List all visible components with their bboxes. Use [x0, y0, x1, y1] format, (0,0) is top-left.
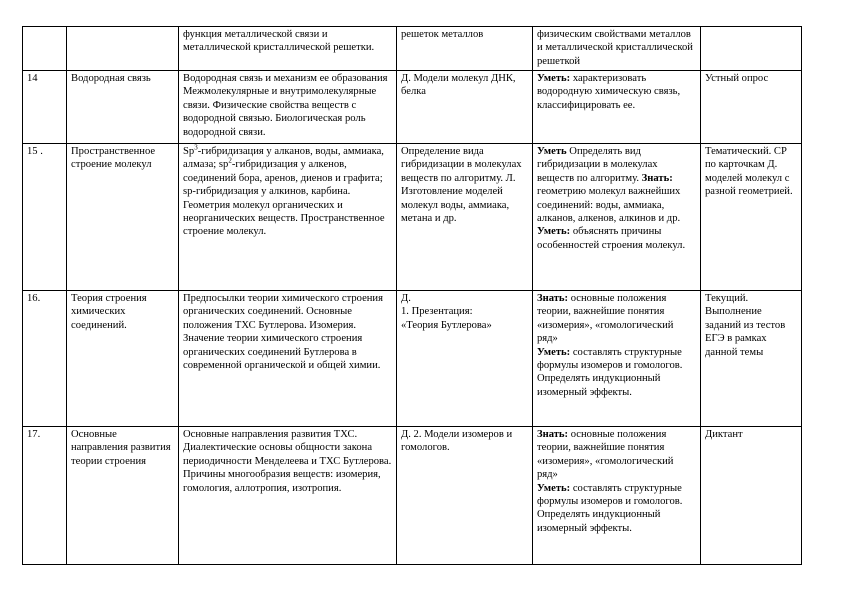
lesson-content-cell: [179, 144, 397, 291]
demonstration-cell: Д. 1. Презентация: «Теория Бутлерова»: [397, 291, 533, 427]
lesson-topic-cell: Водородная связь: [67, 71, 179, 144]
skills-cell: [533, 427, 701, 565]
lesson-topic-cell: Теория строения химических соединений.: [67, 291, 179, 427]
lesson-number-cell: 17.: [23, 427, 67, 565]
skills-label: Уметь:: [537, 73, 571, 84]
skills-text: Определять вид гибридизации в молекулах веществ по алгоритму.: [537, 146, 658, 184]
table-row: [23, 291, 802, 427]
control-cell: Тематический. СР по карточкам Д. моделей молекул с разной геометрией.: [701, 144, 802, 291]
skills-label: Уметь:: [537, 482, 571, 494]
lesson-content-cell: Основные направления развития ТХС. Диалектические основы общности закона периодичности Менделеева и ТХС Бутлерова. Причины многообразия веществ: изомерия, гомология, аллотропия, изотропия.: [179, 427, 397, 565]
demonstration-cell: Д. Модели молекул ДНК, белка: [397, 71, 533, 144]
lesson-plan-table: [22, 26, 802, 565]
content-text: -гибридизация у алкенов, соединений бора, аренов, диенов и графита; sp-гибридизация у алкинов, карбина. Геометрия молекул органических и неорганических веществ. Пространственное строение молекул.: [183, 159, 385, 238]
lesson-content-cell: функция металлической связи и металлической кристаллической решетки.: [179, 27, 397, 71]
skills-text: основные положения теории, важнейшие понятия «изомерия», «гомологический ряд»: [537, 293, 674, 345]
demonstration-cell: решеток металлов: [397, 27, 533, 71]
lesson-number-cell: 14: [23, 71, 67, 144]
lesson-topic-cell: Пространственное строение молекул: [67, 144, 179, 291]
skills-text: составлять структурные формулы изомеров и гомологов. Определять индукционный изомерный эффекты.: [537, 482, 683, 534]
lesson-number-cell: 15 .: [23, 144, 67, 291]
content-text: -гибридизация у алканов, воды, аммиака, алмаза; sp: [183, 146, 384, 171]
demonstration-cell: Д. 2. Модели изомеров и гомологов.: [397, 427, 533, 565]
lesson-number-cell: 16.: [23, 291, 67, 427]
skills-cell: [533, 291, 701, 427]
table-row: [23, 71, 802, 144]
table-row: [23, 144, 802, 291]
table-row: [23, 427, 802, 565]
lesson-topic-cell: Основные направления развития теории строения: [67, 427, 179, 565]
skills-label: Уметь: [537, 146, 567, 157]
lesson-number-cell: [23, 27, 67, 71]
skills-label: Знать:: [537, 429, 569, 440]
skills-cell: [533, 71, 701, 144]
superscript: 2: [228, 156, 232, 165]
skills-label: Знать:: [537, 293, 569, 304]
demonstration-cell: Определение вида гибридизации в молекулах веществ по алгоритму. Л. Изготовление моделей молекул воды, аммиака, метана и др.: [397, 144, 533, 291]
skills-cell: физическим свойствами металлов и металлической кристаллической решеткой: [533, 27, 701, 71]
skills-label: Уметь:: [537, 226, 571, 238]
skills-label: Знать:: [641, 172, 673, 184]
skills-cell: [533, 144, 701, 291]
lesson-topic-cell: [67, 27, 179, 71]
lesson-content-cell: Предпосылки теории химического строения органических соединений. Основные положения ТХС Бутлерова. Изомерия. Значение теории химического строения органических соединений Бутлерова в современной органической и общей химии.: [179, 291, 397, 427]
lesson-content-cell: Водородная связь и механизм ее образования Межмолекулярные и внутримолекулярные связи. Физические свойства веществ с водородной связью. Биологическая роль водородной связи.: [179, 71, 397, 144]
table-row: [23, 27, 802, 71]
control-cell: Текущий. Выполнение заданий из тестов ЕГЭ в рамках данной темы: [701, 291, 802, 427]
skills-text: объяснять причины особенностей строения молекул.: [537, 226, 686, 251]
skills-text: геометрию молекул важнейших соединений: воды, аммиака, алканов, алкенов, алкинов и др.: [537, 186, 681, 225]
control-cell: Диктант: [701, 427, 802, 565]
skills-text: характеризовать водородную химическую связь, классифицировать ее.: [537, 73, 681, 111]
control-cell: [701, 27, 802, 71]
skills-text: основные положения теории, важнейшие понятия «изомерия», «гомологический ряд»: [537, 429, 674, 481]
superscript: 3: [194, 143, 198, 152]
control-cell: Устный опрос: [701, 71, 802, 144]
content-text: Sp: [183, 146, 195, 157]
skills-label: Уметь:: [537, 346, 571, 358]
skills-text: составлять структурные формулы изомеров и гомологов. Определять индукционный изомерный эффекты.: [537, 346, 683, 398]
